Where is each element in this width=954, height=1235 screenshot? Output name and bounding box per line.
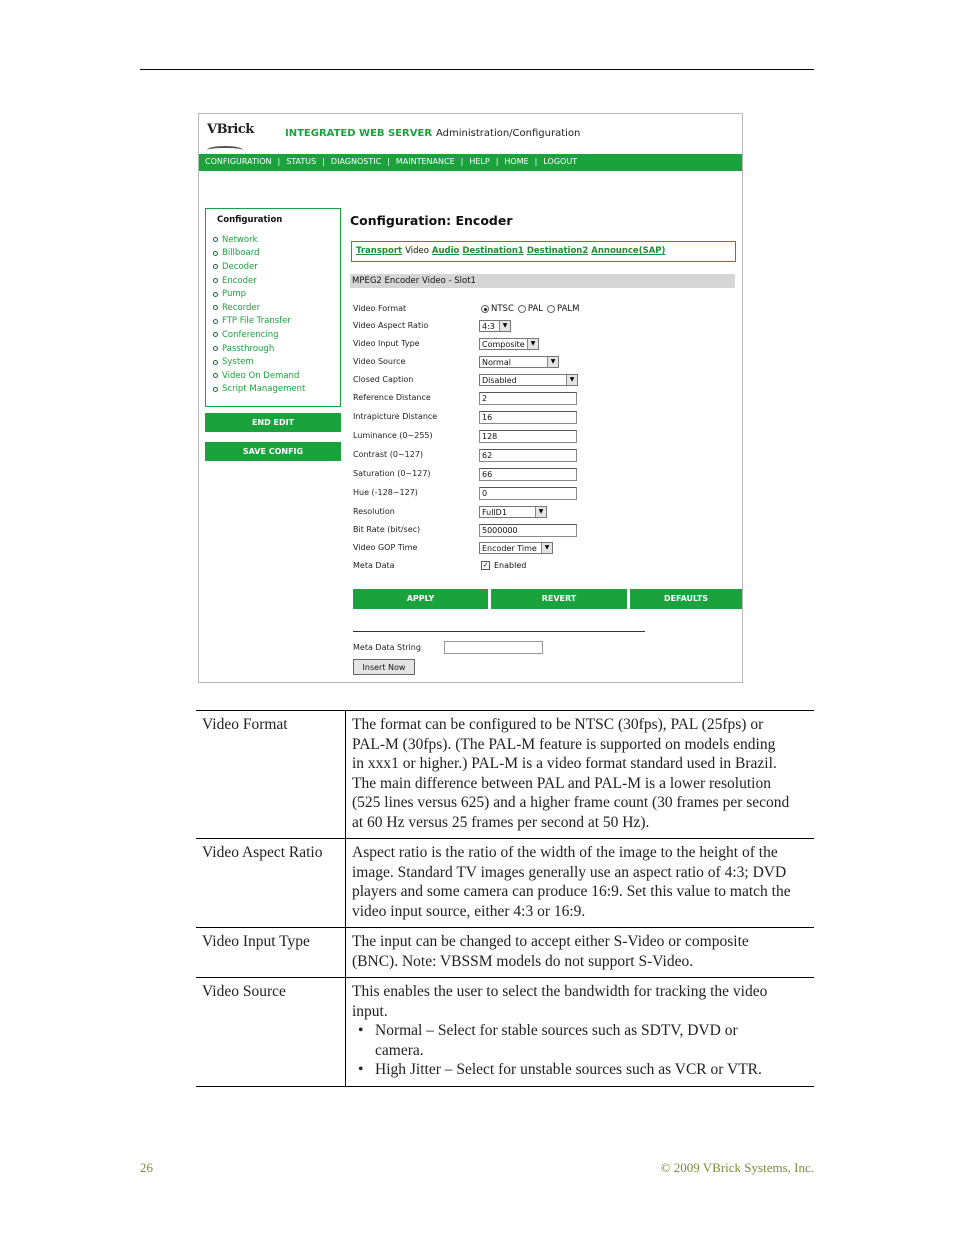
page-number: 26 <box>140 1160 153 1175</box>
label-video-format: Video Format <box>353 304 407 313</box>
label-closed-caption: Closed Caption <box>353 375 414 384</box>
label-video-source: Video Source <box>353 357 406 366</box>
table-row <box>196 839 814 928</box>
nav-status[interactable]: STATUS <box>286 157 317 166</box>
hue-input[interactable] <box>479 487 577 500</box>
table-row <box>196 928 814 978</box>
bullet-icon <box>213 319 218 324</box>
closed-caption-select[interactable]: Disabled ▼ <box>479 374 578 386</box>
video-source-select[interactable]: Normal ▼ <box>479 356 559 368</box>
luminance-input[interactable] <box>479 430 577 443</box>
label-hue: Hue (-128~127) <box>353 488 418 497</box>
encoder-tabs <box>356 246 665 256</box>
sidebar-list <box>213 233 305 396</box>
term-video-input-type: Video Input Type <box>196 928 346 978</box>
radio-selected-icon <box>481 305 489 313</box>
radio-unselected-icon <box>518 305 526 313</box>
term-video-format: Video Format <box>196 711 346 839</box>
radio-pal[interactable]: PAL <box>518 304 543 314</box>
table-row <box>196 978 814 1087</box>
tab-audio[interactable]: Audio <box>431 246 460 256</box>
sidebar-item-decoder[interactable]: Decoder <box>213 260 305 274</box>
vbrick-logo: VBrick <box>207 122 249 154</box>
dropdown-arrow-icon: ▼ <box>499 321 510 331</box>
nav-separator: | <box>495 157 499 166</box>
list-item: • High Jitter – Select for unstable sources such as VCR or VTR. <box>352 1060 814 1080</box>
revert-button[interactable]: REVERT <box>491 589 627 609</box>
encoder-tab-bar <box>351 241 736 262</box>
label-video-aspect-ratio: Video Aspect Ratio <box>353 321 429 330</box>
page-title: Configuration: Encoder <box>350 213 513 228</box>
label-video-input-type: Video Input Type <box>353 339 420 348</box>
label-reference-distance: Reference Distance <box>353 393 431 402</box>
bullet-icon <box>213 360 218 365</box>
apply-button[interactable]: APPLY <box>353 589 488 609</box>
insert-now-button[interactable]: Insert Now <box>353 659 415 675</box>
sidebar-item-conferencing[interactable]: Conferencing <box>213 328 305 342</box>
radio-unselected-icon <box>547 305 555 313</box>
nav-logout[interactable]: LOGOUT <box>543 157 578 166</box>
video-format-radio-group <box>481 304 584 314</box>
tab-destination2[interactable]: Destination2 <box>526 246 589 256</box>
tab-destination1[interactable]: Destination1 <box>462 246 524 256</box>
reference-distance-input[interactable] <box>479 392 577 405</box>
divider-line <box>353 631 645 632</box>
meta-data-string-input[interactable] <box>444 641 543 654</box>
sidebar-item-passthrough[interactable]: Passthrough <box>213 342 305 356</box>
nav-maintenance[interactable]: MAINTENANCE <box>395 157 455 166</box>
section-title: MPEG2 Encoder Video - Slot1 <box>352 276 476 286</box>
tab-announce-sap[interactable]: Announce(SAP) <box>591 246 666 256</box>
nav-help[interactable]: HELP <box>469 157 490 166</box>
definition-video-input-type: The input can be changed to accept either S-Video or composite (BNC). Note: VBSSM models do not support S-Video. <box>352 933 749 970</box>
input-type-select[interactable]: Composite ▼ <box>479 338 539 350</box>
label-luminance: Luminance (0~255) <box>353 431 433 440</box>
checkmark-icon: ✓ <box>482 561 489 569</box>
term-video-aspect-ratio: Video Aspect Ratio <box>196 839 346 928</box>
label-contrast: Contrast (0~127) <box>353 450 424 459</box>
sidebar-item-recorder[interactable]: Recorder <box>213 301 305 315</box>
sidebar-item-encoder[interactable]: Encoder <box>213 274 305 288</box>
bullet-icon <box>213 373 218 378</box>
sidebar-config-menu <box>205 208 341 407</box>
dropdown-arrow-icon: ▼ <box>535 507 546 517</box>
table-row <box>196 711 814 839</box>
tab-transport[interactable]: Transport <box>356 246 403 256</box>
nav-separator: | <box>387 157 390 166</box>
defaults-button[interactable]: DEFAULTS <box>630 589 742 609</box>
label-video-gop-time: Video GOP Time <box>353 543 418 552</box>
logo-swoosh-icon <box>207 146 243 154</box>
nav-separator: | <box>277 157 281 166</box>
save-config-button[interactable]: SAVE CONFIG <box>205 442 341 461</box>
video-source-options-list <box>352 1021 814 1080</box>
bullet-icon <box>213 251 218 256</box>
label-meta-data: Meta Data <box>353 561 395 570</box>
sidebar-title: Configuration <box>217 215 283 225</box>
ui-screenshot <box>198 113 743 683</box>
section-header-bar <box>350 274 735 288</box>
radio-palm[interactable]: PALM <box>547 304 579 314</box>
bullet-icon <box>213 292 218 297</box>
dropdown-arrow-icon: ▼ <box>527 339 538 349</box>
bullet-icon <box>213 237 218 242</box>
sidebar-item-video-on-demand[interactable]: Video On Demand <box>213 369 305 383</box>
resolution-select[interactable]: FullD1 ▼ <box>479 506 547 518</box>
meta-data-checkbox[interactable]: ✓ Enabled <box>482 561 527 570</box>
tab-video[interactable]: Video <box>405 246 429 256</box>
sidebar-item-billboard[interactable]: Billboard <box>213 247 305 261</box>
copyright: © 2009 VBrick Systems, Inc. <box>660 1160 814 1175</box>
definition-video-format: The format can be configured to be NTSC (30fps), PAL (25fps) or PAL-M (30fps). (The PAL-M feature is supported on models ending in xxx1 or higher.) PAL-M is a video format standard used in Brazil. The main difference between PAL and PAL-M is a lower resolution (525 lines versus 625) and a higher frame count (30 frames per second at 60 Hz versus 25 frames per second at 50 Hz). <box>352 716 790 831</box>
intrapicture-distance-input[interactable] <box>479 411 577 424</box>
bullet-icon <box>213 332 218 337</box>
aspect-ratio-select[interactable]: 4:3 ▼ <box>479 320 511 332</box>
saturation-input[interactable] <box>479 468 577 481</box>
sidebar-item-ftp-file-transfer[interactable]: FTP File Transfer <box>213 315 305 329</box>
gop-time-select[interactable]: Encoder Time ▼ <box>479 542 553 554</box>
label-resolution: Resolution <box>353 507 395 516</box>
dropdown-arrow-icon: ▼ <box>547 357 558 367</box>
bullet-icon <box>213 278 218 283</box>
bullet-icon <box>213 264 218 269</box>
term-video-source: Video Source <box>196 978 346 1087</box>
top-nav-bar <box>199 154 742 171</box>
bit-rate-input[interactable] <box>479 524 577 537</box>
radio-ntsc[interactable]: NTSC <box>481 304 514 314</box>
nav-diagnostic[interactable]: DIAGNOSTIC <box>330 157 382 166</box>
bullet-icon <box>213 305 218 310</box>
header-rule <box>140 69 814 70</box>
label-bit-rate: Bit Rate (bit/sec) <box>353 525 421 534</box>
label-intrapicture-distance: Intrapicture Distance <box>353 412 438 421</box>
bullet-icon <box>213 387 218 392</box>
sidebar-item-network[interactable]: Network <box>213 233 305 247</box>
sidebar-item-pump[interactable]: Pump <box>213 287 305 301</box>
nav-separator: | <box>534 157 538 166</box>
definition-video-aspect-ratio: Aspect ratio is the ratio of the width of the image to the height of the image. Standard TV images generally use an aspect ratio of 4:3; DVD players and some camera can produce 16:9. Set this value to match the video input source, either 4:3 or 16:9. <box>352 844 791 920</box>
nav-separator: | <box>322 157 325 166</box>
field-description-table <box>196 710 814 1087</box>
list-item: • Normal – Select for stable sources such as SDTV, DVD or camera. <box>352 1021 814 1060</box>
sidebar-item-system[interactable]: System <box>213 355 305 369</box>
end-edit-button[interactable]: END EDIT <box>205 413 341 432</box>
nav-separator: | <box>460 157 464 166</box>
label-meta-data-string: Meta Data String <box>353 643 421 652</box>
product-name: INTEGRATED WEB SERVER <box>285 128 433 139</box>
sidebar-item-script-management[interactable]: Script Management <box>213 383 305 397</box>
definition-video-source: This enables the user to select the bandwidth for tracking the video input. • Normal – Select for stable sources such as SDTV, DVD or camera. • High Jitter – Select for unstable sources such as VCR or VTR. <box>346 978 815 1087</box>
contrast-input[interactable] <box>479 449 577 462</box>
dropdown-arrow-icon: ▼ <box>541 543 552 553</box>
nav-home[interactable]: HOME <box>504 157 529 166</box>
label-saturation: Saturation (0~127) <box>353 469 431 478</box>
nav-configuration[interactable]: CONFIGURATION <box>205 157 272 166</box>
bullet-icon <box>213 346 218 351</box>
section-name: Administration/Configuration <box>436 128 581 139</box>
dropdown-arrow-icon: ▼ <box>566 375 577 385</box>
top-nav <box>205 157 577 166</box>
